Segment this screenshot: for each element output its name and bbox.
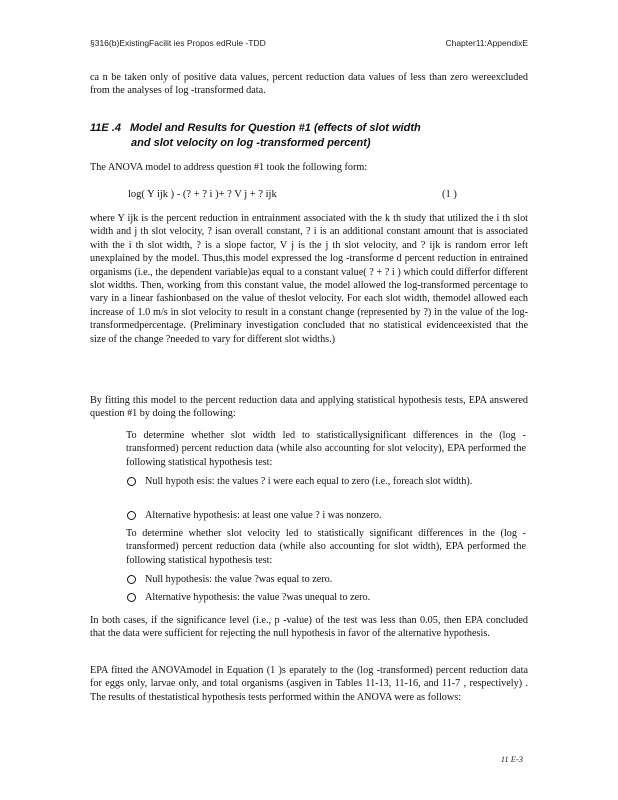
section-title-line1: Model and Results for Question #1 (effects of slot width [130, 122, 421, 134]
bullet-text: To determine whether slot width led to statisticallysignificant differences in the (log -transformed) percent reduction data (while also accounting for slot velocity), EPA performed the following statistical hypothesis test: [126, 430, 526, 468]
section-heading [90, 121, 530, 151]
where-paragraph: where Y ijk is the percent reduction in entrainment associated with the k th study that utilized the i th slot width and j th slot velocity, ? isan overall constant, ? i is an additional constant amount that is associated with the i th slot width, ? is a slope factor, V j is the j th slot velocity, and ? ijk is random error left unexplained by the model. Thus,this model expressed the log -transforme d percent reduction in entrained organisms (i.e., the dependent variable)as equal to a constant value( ? + ? i ) which could differfor different slot widths. Then, working from this constant value, the model allowed the log-transformed percentage to vary in a linear fashionbased on the value of theslot velocity. For each slot width, themodel allowed each increase of 1.0 m/s in slot velocity to result in a constant change (represented by ?) in the value of the log- transformedpercentage. (Preliminary investigation concluded that no statistical evidenceexisted that the size of the change ?needed to vary for different slot widths.) [90, 213, 528, 345]
fitting-paragraph: By fitting this model to the percent reduction data and applying statistical hypothesis tests, EPA answered question #1 by doing the following: [90, 395, 528, 420]
bullet-item [106, 527, 526, 567]
equation: log( Y ijk ) - (? + ? i )+ ? V j + ? ijk [128, 189, 277, 200]
fitted-paragraph: EPA fitted the ANOVAmodel in Equation (1 )s eparately to the (log -transformed) percent reduction data for eggs only, larvae only, and total organisms (asgiven in Tables 11-13, 11-16, and 11-7 , respectively) . The results of thestatistical hypothesis tests performed within the ANOVA were as follows: [90, 665, 528, 703]
circle-bullet-icon [127, 477, 136, 486]
bullet-item [106, 429, 526, 469]
circle-bullet-icon [127, 575, 136, 584]
sub-bullet-item [127, 591, 522, 604]
sub-bullet-text: Null hypothesis: the value ?was equal to zero. [145, 574, 333, 585]
circle-bullet-icon [127, 593, 136, 602]
sub-bullet-text: Alternative hypothesis: the value ?was unequal to zero. [145, 592, 371, 603]
circle-bullet-icon [127, 511, 136, 520]
sub-bullet-item [127, 573, 522, 586]
section-title-line2: and slot velocity on log -transformed percent) [131, 137, 371, 149]
running-header-left: §316(b)ExistingFacilit ies Propos edRule -TDD [90, 38, 266, 48]
page-number: 11 E-3 [500, 754, 523, 764]
sub-bullet-text: Null hypoth esis: the values ? i were each equal to zero (i.e., foreach slot width). [145, 476, 473, 487]
equation-number: (1 ) [442, 189, 457, 200]
sub-bullet-item [127, 509, 522, 522]
anova-intro: The ANOVA model to address question #1 took the following form: [90, 162, 368, 173]
running-header-right: Chapter11:AppendixE [445, 38, 528, 48]
section-number: 11E .4 [90, 122, 121, 134]
intro-paragraph: ca n be taken only of positive data values, percent reduction data values of less than zero wereexcluded from the analyses of log -transformed data. [90, 72, 528, 97]
bullet-text: To determine whether slot velocity led to statistically significant differences in the (log -transformed) percent reduction data (while also accounting for slot width), EPA performed the following statistical hypothesis test: [126, 528, 526, 566]
sub-bullet-item [127, 475, 522, 488]
both-cases-paragraph: In both cases, if the significance level (i.e., p -value) of the test was less than 0.05, then EPA concluded that the data were sufficient for rejecting the null hypothesis in favor of the alternative hypothesis. [90, 615, 528, 640]
sub-bullet-text: Alternative hypothesis: at least one value ? i was nonzero. [145, 510, 382, 521]
